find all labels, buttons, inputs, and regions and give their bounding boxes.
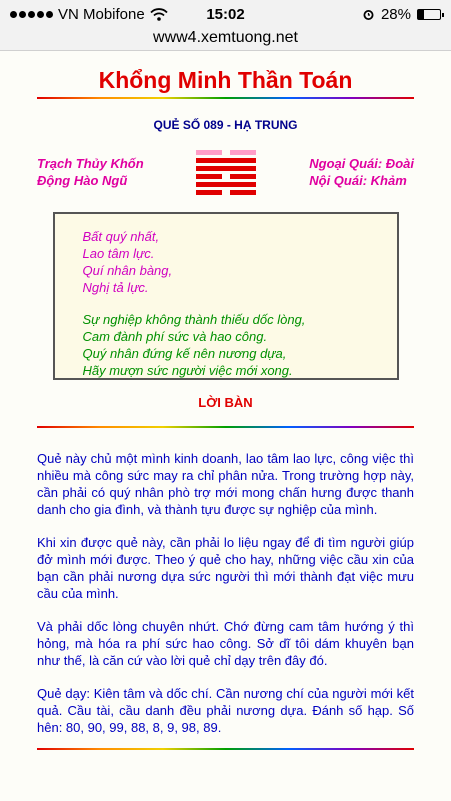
page-title: Khổng Minh Thần Toán <box>98 67 353 93</box>
rainbow-divider <box>37 426 414 428</box>
poem-line: Hãy mượn sức người việc mới xong. <box>82 363 293 378</box>
hexagram-symbol-icon <box>196 150 256 195</box>
signal-dots-icon <box>10 11 53 18</box>
hexagram-name: Trạch Thủy Khốn <box>37 156 144 171</box>
rainbow-divider <box>37 97 414 99</box>
address-bar[interactable] <box>0 28 451 51</box>
wifi-icon <box>150 8 168 21</box>
commentary-heading: LỜI BÀN <box>198 395 253 410</box>
carrier-name: VN Mobifone <box>58 5 145 23</box>
web-page <box>0 51 451 801</box>
status-left <box>10 6 168 23</box>
commentary-body <box>37 450 414 736</box>
battery-icon <box>417 9 441 20</box>
poem-box <box>53 212 399 380</box>
url-text[interactable]: www4.xemtuong.net <box>153 29 298 46</box>
commentary-paragraph: Quẻ dạy: Kiên tâm và dốc chí. Cần nương chí của người mới kết quả. Cầu tài, cầu danh đều phải nương dựa. Đánh số hạp. Số hên: 80, 90, 99, 88, 8, 9, 98, 89. <box>37 686 414 735</box>
rainbow-divider <box>37 748 414 750</box>
poem-line: Quí nhân bàng, <box>82 263 173 278</box>
poem-line: Lao tâm lực. <box>82 246 155 261</box>
hexagram-info-row <box>37 146 414 198</box>
commentary-paragraph: Khi xin được quẻ này, cần phải lo liệu ngay để đi tìm người giúp đở mình mới được. Theo ý quẻ cho hay, những việc cầu xin của bạn cần phải nương dựa sức người thì mới thành đạt việc mưu cầu của mình. <box>37 535 414 601</box>
clock-time: 15:02 <box>206 5 245 23</box>
hexagram-number: QUẺ SỐ 089 - HẠ TRUNG <box>153 118 298 132</box>
poem-stanza-1 <box>83 228 397 296</box>
commentary-paragraph: Và phải dốc lòng chuyên nhứt. Chớ đừng cam tâm hướng ý thì hỏng, mà hóa ra phí sức hao công. Sở dĩ tôi dám khuyên bạn như thế, là căn cứ vào lời quẻ chỉ dạy trên đây đó. <box>37 619 414 668</box>
outer-trigram: Ngoại Quái: Đoài <box>309 156 414 171</box>
poem-line: Nghị tả lực. <box>82 280 149 295</box>
commentary-paragraph: Quẻ này chủ một mình kinh doanh, lao tâm lao lực, công việc thì nhiều mà công sức may ra chỉ phân nửa. Trong trường hợp này, cần phải có quý nhân phò trợ mới mong chấn hưng được thanh danh cho gia đình, và thành tựu được sự nghiệp của mình. <box>37 451 414 517</box>
hexagram-name-block <box>37 155 144 189</box>
trigram-block <box>309 155 414 189</box>
status-right <box>362 6 441 23</box>
poem-line: Bất quý nhất, <box>82 229 160 244</box>
poem-stanza-2 <box>83 311 397 379</box>
poem-line: Sự nghiệp không thành thiếu dốc lòng, <box>82 312 306 327</box>
page-content <box>37 51 414 750</box>
poem-line: Quý nhân đứng kế nên nương dựa, <box>82 346 287 361</box>
poem-line: Cam đành phí sức và hao công. <box>82 329 268 344</box>
alarm-clock-icon <box>362 8 375 21</box>
battery-percent: 28% <box>380 5 411 23</box>
inner-trigram: Nội Quái: Khảm <box>309 173 407 188</box>
moving-line: Động Hào Ngũ <box>37 173 128 188</box>
status-bar <box>0 0 451 28</box>
